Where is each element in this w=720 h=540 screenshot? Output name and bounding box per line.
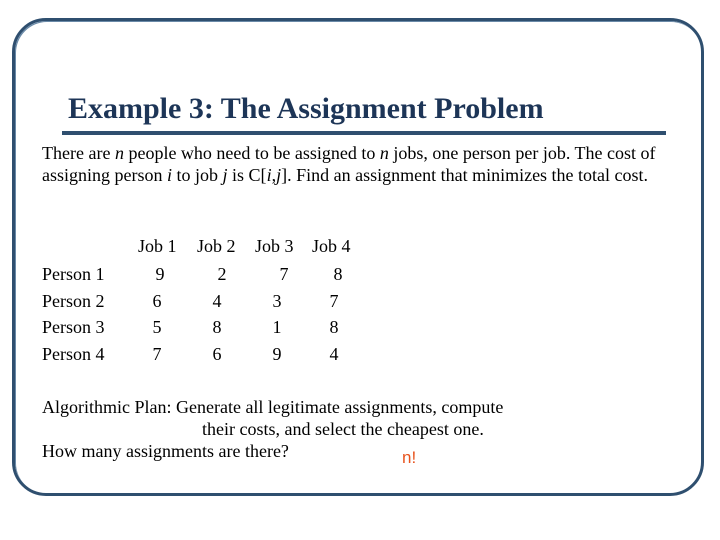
row-label: Person 3 [42, 317, 105, 337]
table-cell: 7 [279, 264, 289, 284]
intro-text: people who need to be assigned to [123, 143, 380, 163]
answer-text: n! [402, 448, 417, 467]
row-label: Person 1 [42, 264, 105, 284]
intro-text: ]. Find an assignment that minimizes the total cost. [281, 165, 649, 185]
table-cell: 8 [333, 264, 343, 284]
plan-line: Algorithmic Plan: Generate all legitimate assignments, compute [42, 397, 504, 417]
title-underline [62, 131, 666, 135]
intro-text: is C[ [227, 165, 267, 185]
table-cell: 8 [329, 317, 339, 337]
column-header: Job 4 [312, 236, 351, 256]
table-cell: 6 [212, 344, 222, 364]
algorithmic-plan [42, 396, 503, 462]
intro-text: There are [42, 143, 115, 163]
column-header: Job 3 [255, 236, 294, 256]
var-j: j [276, 165, 282, 185]
plan-line: their costs, and select the cheapest one. [202, 419, 484, 439]
slide-title: Example 3: The Assignment Problem [68, 92, 544, 125]
table-cell: 9 [272, 344, 282, 364]
column-header: Job 2 [197, 236, 236, 256]
table-cell: 8 [212, 317, 222, 337]
intro-text: jobs, one person per job. The cost of assigning person [42, 143, 656, 185]
problem-description [42, 142, 682, 186]
table-cell: 7 [152, 344, 162, 364]
var-n: n [379, 143, 389, 163]
question-text: How many assignments are there? [42, 441, 289, 461]
var-i: i [167, 165, 173, 185]
var-i: i [266, 165, 272, 185]
intro-text: to job [172, 165, 223, 185]
intro-text: , [271, 165, 277, 185]
column-header: Job 1 [138, 236, 177, 256]
row-label: Person 2 [42, 291, 105, 311]
table-cell: 7 [329, 291, 339, 311]
var-j: j [222, 165, 228, 185]
table-cell: 4 [329, 344, 339, 364]
var-n: n [114, 143, 124, 163]
table-cell: 2 [217, 264, 227, 284]
table-cell: 3 [272, 291, 282, 311]
table-cell: 9 [155, 264, 165, 284]
table-cell: 4 [212, 291, 222, 311]
table-cell: 6 [152, 291, 162, 311]
row-label: Person 4 [42, 344, 105, 364]
table-cell: 1 [272, 317, 282, 337]
table-cell: 5 [152, 317, 162, 337]
